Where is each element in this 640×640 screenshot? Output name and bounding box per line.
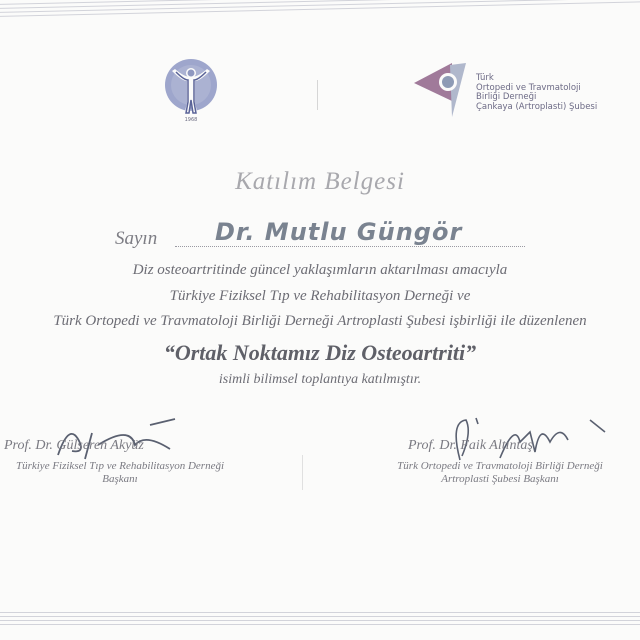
signature-scribble-right xyxy=(440,412,610,462)
signer-name-left: Prof. Dr. Gülseren Akyüz xyxy=(4,438,144,453)
signature-right-role xyxy=(360,460,640,486)
body-line-1: Diz osteoartritinde güncel yaklaşımların aktarılması amacıyla xyxy=(132,262,508,278)
body-line-2: Türkiye Fiziksel Tıp ve Rehabilitasyon Derneği ve xyxy=(169,288,471,304)
recipient-row xyxy=(115,218,525,252)
signer-role-left-2: Başkanı xyxy=(102,473,138,485)
signature-right xyxy=(408,438,533,454)
signature-left xyxy=(4,438,144,454)
header-divider xyxy=(317,80,318,110)
org-line-3: Birliği Derneği xyxy=(476,92,537,102)
decorative-bottom-lines xyxy=(0,612,640,628)
certificate-title: Katılım Belgesi xyxy=(235,168,405,195)
triangle-circle-emblem-icon xyxy=(412,55,472,117)
org-line-2: Ortopedi ve Travmatoloji xyxy=(476,82,581,93)
human-figure-emblem-icon xyxy=(160,55,222,127)
closing-line: isimli bilimsel toplantıya katılmıştır. xyxy=(218,372,422,387)
signer-role-right-2: Artroplasti Şubesi Başkanı xyxy=(441,473,559,485)
body-line-3: Türk Ortopedi ve Travmatoloji Birliği Derneği Artroplasti Şubesi işbirliği ile düzenlenen xyxy=(53,313,587,329)
org-line-1: Türk xyxy=(476,73,494,83)
org-line-4: Çankaya (Artroplasti) Şubesi xyxy=(476,101,598,112)
signature-left-role xyxy=(0,460,250,486)
dotted-line xyxy=(175,246,525,247)
svg-text:1968: 1968 xyxy=(184,117,198,123)
event-name: “Ortak Noktamız Diz Osteoartriti” xyxy=(163,340,477,365)
recipient-name: Dr. Mutlu Güngör xyxy=(215,218,463,246)
signer-role-right-1: Türk Ortopedi ve Travmatoloji Birliği Derneği xyxy=(397,460,603,472)
signer-role-left-1: Türkiye Fiziksel Tıp ve Rehabilitasyon Derneği xyxy=(15,460,225,472)
totbid-logo xyxy=(412,55,472,117)
decorative-top-lines xyxy=(0,0,640,20)
tftr-logo xyxy=(160,55,222,127)
signer-name-right: Prof. Dr. Faik Altıntaş xyxy=(408,438,533,453)
signature-divider xyxy=(302,455,303,490)
salutation: Sayın xyxy=(115,228,158,249)
totbid-org-name xyxy=(476,74,597,112)
